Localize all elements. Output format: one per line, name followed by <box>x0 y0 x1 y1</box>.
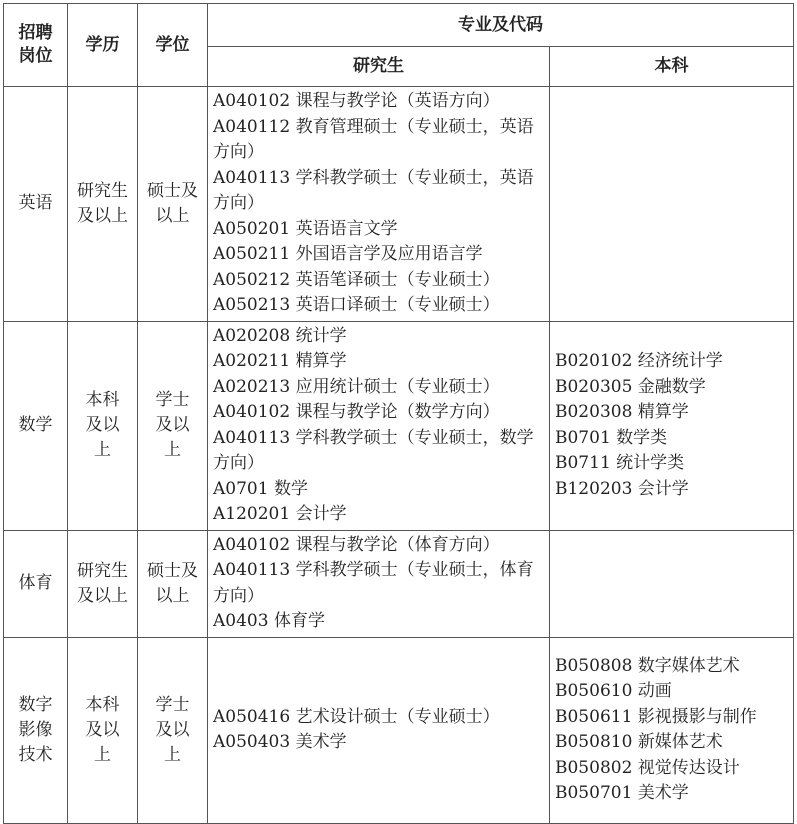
major-item: A050212 英语笔译硕士（专业硕士） <box>213 269 500 290</box>
major-item: A040113 学科教学硕士（专业硕士，数学方向） <box>213 427 534 473</box>
position-cell: 数字影像技术 <box>4 637 68 823</box>
header-position: 招聘岗位 <box>4 4 68 87</box>
graduate-majors-cell <box>208 637 550 823</box>
education-cell: 本科及以上 <box>68 321 138 530</box>
education-cell: 研究生及以上 <box>68 530 138 637</box>
major-item: A040113 学科教学硕士（专业硕士，体育方向） <box>213 560 534 606</box>
major-item: A050211 外国语言学及应用语言学 <box>213 244 483 264</box>
graduate-majors-cell <box>208 87 550 322</box>
major-item: B050802 视觉传达设计 <box>555 757 740 778</box>
major-item: A0403 体育学 <box>213 611 325 631</box>
major-item: A0701 数学 <box>213 478 308 499</box>
major-item: A040102 课程与教学论（英语方向） <box>213 91 500 111</box>
education-cell: 研究生及以上 <box>68 87 138 322</box>
undergraduate-majors-cell <box>550 530 794 637</box>
major-item: A050416 艺术设计硕士（专业硕士） <box>213 706 500 727</box>
position-cell: 数学 <box>4 321 68 530</box>
major-item: A040112 教育管理硕士（专业硕士，英语方向） <box>213 116 534 162</box>
major-item: A050403 美术学 <box>213 732 347 752</box>
table-row <box>4 637 794 823</box>
header-undergraduate: 本科 <box>550 47 794 87</box>
major-item: B0711 统计学类 <box>555 453 685 473</box>
degree-cell: 学士及以上 <box>138 637 208 823</box>
major-item: B050611 影视摄影与制作 <box>555 706 757 727</box>
undergraduate-majors-cell <box>550 87 794 322</box>
header-graduate: 研究生 <box>208 47 550 87</box>
major-item: A020213 应用统计硕士（专业硕士） <box>213 376 500 397</box>
position-cell: 英语 <box>4 87 68 322</box>
major-item: A020208 统计学 <box>213 325 347 346</box>
recruitment-table <box>3 3 794 824</box>
major-item: B050701 美术学 <box>555 783 689 803</box>
degree-cell: 硕士及以上 <box>138 530 208 637</box>
degree-cell: 学士及以上 <box>138 321 208 530</box>
major-item: A040102 课程与教学论（数学方向） <box>213 402 500 422</box>
header-education: 学历 <box>68 4 138 87</box>
major-item: B050810 新媒体艺术 <box>555 732 723 752</box>
document-page <box>3 3 793 824</box>
major-item: B020102 经济统计学 <box>555 351 723 371</box>
graduate-majors-cell <box>208 530 550 637</box>
major-item: A050213 英语口译硕士（专业硕士） <box>213 295 500 315</box>
major-item: B050808 数字媒体艺术 <box>555 655 740 676</box>
table-row <box>4 87 794 322</box>
undergraduate-majors-cell <box>550 321 794 530</box>
header-degree: 学位 <box>138 4 208 87</box>
major-item: B120203 会计学 <box>555 478 689 499</box>
major-item: B050610 动画 <box>555 681 672 701</box>
undergraduate-majors-cell <box>550 637 794 823</box>
major-item: A040113 学科教学硕士（专业硕士，英语方向） <box>213 167 534 213</box>
degree-cell: 硕士及以上 <box>138 87 208 322</box>
major-item: B020305 金融数学 <box>555 376 706 397</box>
table-row <box>4 530 794 637</box>
major-item: A050201 英语语言文学 <box>213 218 398 239</box>
major-item: B0701 数学类 <box>555 427 668 448</box>
education-cell: 本科及以上 <box>68 637 138 823</box>
major-item: A120201 会计学 <box>213 504 347 524</box>
header-major-group: 专业及代码 <box>208 4 794 47</box>
major-item: B020308 精算学 <box>555 402 689 422</box>
table-row <box>4 321 794 530</box>
major-item: A040102 课程与教学论（体育方向） <box>213 534 500 555</box>
graduate-majors-cell <box>208 321 550 530</box>
major-item: A020211 精算学 <box>213 351 347 371</box>
position-cell: 体育 <box>4 530 68 637</box>
